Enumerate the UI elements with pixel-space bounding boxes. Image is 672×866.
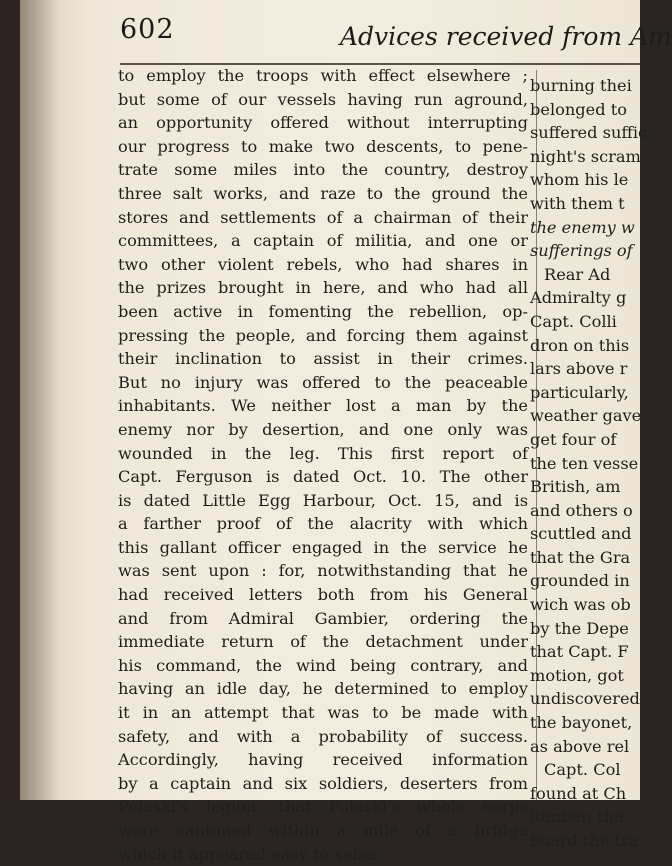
text-line: committees, a captain of militia, and one or [118,231,528,251]
text-line: by the Depe [530,618,629,638]
text-line: the prizes brought in here, and who had all [118,278,528,298]
text-line: with them t [530,193,625,213]
text-line: British, am [530,477,621,497]
newspaper-page [20,0,672,864]
text-line: belonged to [530,99,627,119]
text-line: particularly, [530,382,629,402]
text-line: grounded in [530,571,630,591]
text-line: a farther proof of the alacrity with which [118,514,528,534]
text-line: to employ the troops with effect elsewhere ; [118,66,528,85]
text-line: Capt. Ferguson is dated Oct. 10. The other [118,467,528,487]
text-line: the ten vesse [530,453,639,473]
text-line: an opportunity offered without interrupting [118,113,528,133]
text-line: and others o [530,500,633,520]
text-line: his command, the wind being contrary, and [118,655,528,675]
page-number: 602 [120,14,175,45]
text-line: But no injury was offered to the peaceable [118,372,528,392]
right-column [530,74,670,853]
text-line: scuttled and [530,524,632,544]
text-line: safety, and with a probability of success. [118,726,528,746]
text-line: suffered suffic [530,123,648,143]
text-line: that the Gra [530,547,631,567]
text-line: pressing the people, and forcing them against [118,325,528,345]
text-line: inhabitants. We neither lost a man by the [118,396,528,416]
text-line: having an idle day, he determined to employ [118,679,528,699]
text-line: whom his le [530,170,629,190]
text-line: three salt works, and raze to the ground the [118,183,528,203]
text-line: dron on this [530,335,630,355]
text-line: burning thei [530,76,632,95]
text-line: Admiralty g [530,288,627,308]
text-line: is dated Little Egg Harbour, Oct. 15, and is [118,490,528,510]
text-line: had received letters both from his General [118,585,528,605]
main-column [118,64,528,866]
text-line: weather gave [530,406,642,426]
text-line: enemy nor by desertion, and one only was [118,419,528,439]
text-line: Capt. Colli [530,311,617,331]
text-line: this gallant officer engaged in the service he [118,537,528,557]
text-line: but some of our vessels having run aground, [118,89,528,109]
text-line: Polaski's legion, that Polaski's whole corps [118,797,528,817]
text-line: the enemy w [530,217,635,237]
text-line: sufferings of [530,241,633,261]
text-line: Capt. Col [544,760,621,780]
text-line: lars above r [530,359,628,379]
text-line: which it appeared easy to seize [118,844,376,864]
text-line: that Capt. F [530,642,629,662]
text-line: board the tra [530,831,639,850]
text-line: our progress to make two descents, to pene- [118,136,528,156]
text-line: the bayonet, [530,713,633,733]
text-line: were cantoned within a mile of a bridge [118,821,528,840]
text-line: immediate return of the detachment under [118,632,528,652]
text-line: wich was ob [530,595,631,615]
text-line: as above rel [530,736,630,756]
text-line: and from Admiral Gambier, ordering the [118,608,528,628]
text-line: was sent upon : for, notwithstanding that he [118,561,528,581]
running-title: Advices received from Am [340,22,672,51]
text-line: Rear Ad [544,264,611,284]
text-line: trate some miles into the country, destroy [118,160,528,180]
text-line: motion, got [530,665,624,685]
text-line: by a captain and six soldiers, deserters from [118,773,528,793]
text-line: two other violent rebels, who had shares in [118,254,528,274]
page-gutter-shadow [20,0,60,800]
text-line: undiscovered [530,689,640,709]
text-line: Accordingly, having received information [118,750,528,770]
text-line: wounded in the leg. This first report of [118,443,528,463]
text-line: get four of [530,429,617,449]
text-line: stores and settlements of a chairman of their [118,207,528,227]
text-line: lumber, the [530,807,624,827]
text-line: found at Ch [530,783,627,803]
text-line: it in an attempt that was to be made with [118,703,528,723]
text-line: their inclination to assist in their crimes. [118,349,528,369]
text-line: night's scram [530,146,641,166]
text-line: been active in fomenting the rebellion, op- [118,301,528,321]
